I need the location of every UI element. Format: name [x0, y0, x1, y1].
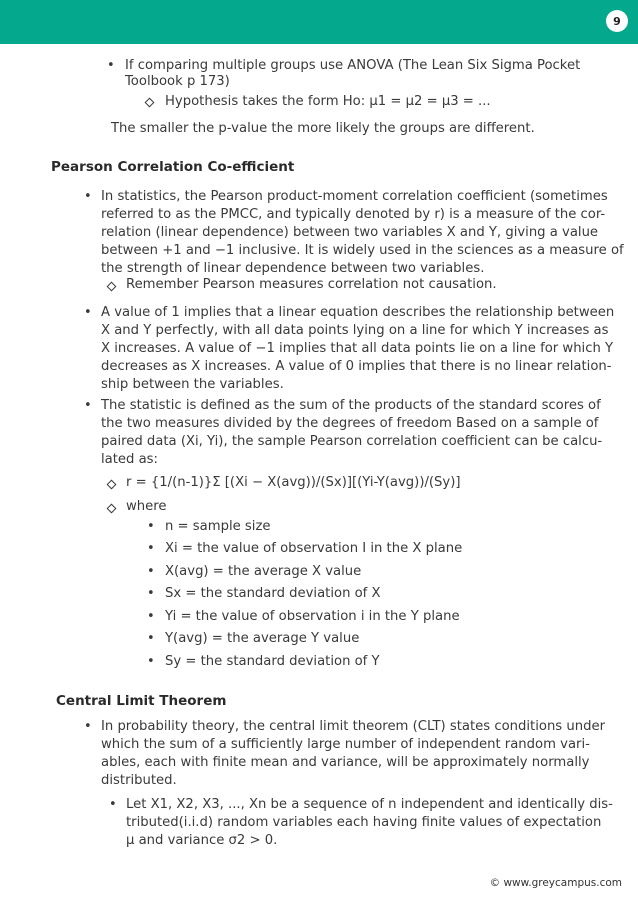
p-value-note: The smaller the p-value the more likely the groups are different.: [111, 121, 535, 136]
pearson-b3-line: paired data (Xi, Yi), the sample Pearson correlation coefficient can be calcu-: [101, 434, 603, 449]
pearson-b1-line: between +1 and −1 inclusive. It is widely used in the sciences as a measure of: [101, 243, 624, 258]
clt-sub-line: tributed(i.i.d) random variables each having finite values of expectation: [126, 815, 602, 830]
bullet-icon: •: [84, 189, 92, 204]
pearson-b3-line: the two measures divided by the degrees of freedom Based on a sample of: [101, 416, 599, 431]
clt-sub-line: Let X1, X2, X3, ..., Xn be a sequence of n independent and identically dis-: [126, 797, 613, 812]
bullet-icon: •: [84, 719, 92, 734]
pearson-b1-line: referred to as the PMCC, and typically denoted by r) is a measure of the cor-: [101, 207, 606, 222]
clt-b1-line: which the sum of a sufficiently large number of independent random vari-: [101, 737, 590, 752]
pearson-b1-line: In statistics, the Pearson product-moment correlation coefficient (sometimes: [101, 189, 608, 204]
pearson-heading: Pearson Correlation Co-efficient: [51, 159, 295, 175]
header-bar: [0, 0, 638, 44]
bullet-icon: •: [147, 586, 155, 601]
pearson-b2-line: X increases. A value of −1 implies that all data points lie on a line for which Y: [101, 341, 614, 356]
pearson-b2-line: ship between the variables.: [101, 377, 284, 392]
pearson-b1-line: the strength of linear dependence between two variables.: [101, 261, 485, 276]
clt-sub-line: μ and variance σ2 > 0.: [126, 833, 278, 848]
bullet-icon: •: [84, 305, 92, 320]
definition-item: Y(avg) = the average Y value: [165, 631, 360, 646]
intro-bullet-line: If comparing multiple groups use ANOVA (The Lean Six Sigma Pocket: [125, 58, 581, 73]
footer-copyright: © www.greycampus.com: [489, 877, 622, 889]
bullet-icon: •: [84, 398, 92, 413]
hypothesis-text: Hypothesis takes the form Ho: μ1 = μ2 = μ3 = ...: [165, 94, 491, 109]
intro-bullet-line: Toolbook p 173): [125, 74, 230, 89]
bullet-icon: •: [109, 797, 117, 812]
bullet-icon: •: [147, 609, 155, 624]
clt-b1-line: distributed.: [101, 773, 177, 788]
diamond-bullet-icon: [107, 504, 117, 514]
diamond-bullet-icon: [107, 480, 117, 490]
pearson-b1-line: relation (linear dependence) between two variables X and Y, giving a value: [101, 225, 599, 240]
diamond-bullet-icon: [107, 282, 117, 292]
diamond-bullet-icon: [145, 98, 155, 108]
definition-item: Sx = the standard deviation of X: [165, 586, 381, 601]
bullet-icon: •: [147, 541, 155, 556]
bullet-icon: •: [147, 654, 155, 669]
bullet-icon: •: [147, 631, 155, 646]
bullet-icon: •: [147, 519, 155, 534]
page-number-badge: 9: [606, 10, 628, 32]
bullet-icon: •: [147, 564, 155, 579]
definition-item: Yi = the value of observation i in the Y plane: [165, 609, 460, 624]
pearson-b2-line: decreases as X increases. A value of 0 implies that there is no linear relation-: [101, 359, 612, 374]
definition-item: Xi = the value of observation I in the X plane: [165, 541, 463, 556]
clt-heading: Central Limit Theorem: [56, 693, 227, 709]
definition-item: Sy = the standard deviation of Y: [165, 654, 380, 669]
pearson-b3-line: lated as:: [101, 452, 158, 467]
bullet-icon: •: [107, 58, 115, 73]
definition-item: n = sample size: [165, 519, 271, 534]
pearson-b3-line: The statistic is defined as the sum of the products of the standard scores of: [101, 398, 601, 413]
where-label: where: [126, 499, 167, 514]
definition-item: X(avg) = the average X value: [165, 564, 362, 579]
clt-b1-line: ables, each with finite mean and variance, will be approximately normally: [101, 755, 590, 770]
pearson-formula: r = {1/(n-1)}Σ [(Xi − X(avg))/(Sx)][(Yi-Y(avg))/(Sy)]: [126, 475, 461, 490]
pearson-b1-sub: Remember Pearson measures correlation not causation.: [126, 277, 497, 292]
pearson-b2-line: A value of 1 implies that a linear equation describes the relationship between: [101, 305, 615, 320]
pearson-b2-line: X and Y perfectly, with all data points lying on a line for which Y increases as: [101, 323, 609, 338]
clt-b1-line: In probability theory, the central limit theorem (CLT) states conditions under: [101, 719, 605, 734]
